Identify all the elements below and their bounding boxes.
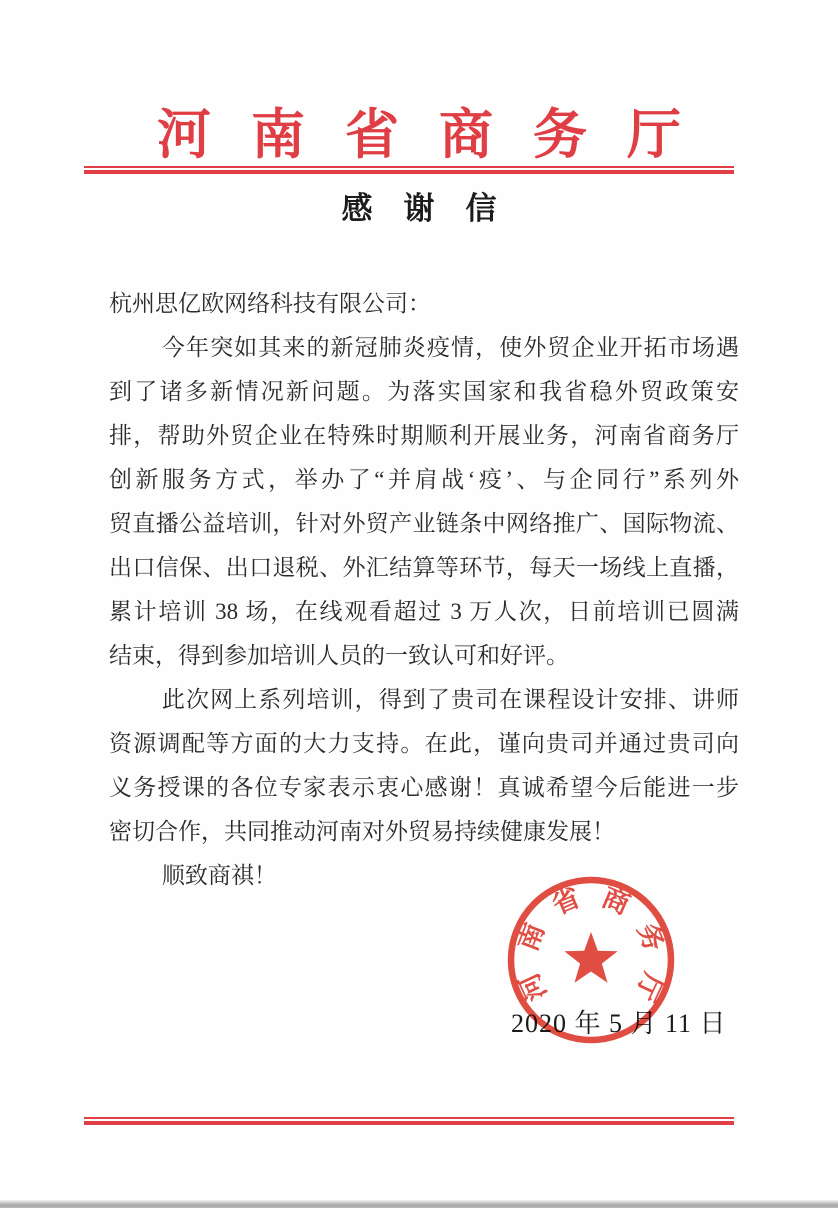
letter-title: 感谢信: [341, 191, 528, 226]
letterhead-org-name: 河南省商务厅: [157, 105, 721, 165]
seal-char: 河: [513, 968, 553, 1006]
seal-char: 省: [547, 882, 585, 921]
body-line: 贸直播公益培训，针对外贸产业链条中网络推广、国际物流、: [109, 511, 739, 536]
body-line: 创新服务方式，举办了“并肩战‘疫’、与企同行”系列外: [109, 467, 739, 492]
body-line: 累计培训 38 场，在线观看超过 3 万人次，日前培训已圆满: [109, 599, 739, 624]
letter-body: [109, 282, 739, 898]
body-line: 结束，得到参加培训人员的一致认可和好评。: [109, 643, 569, 668]
footer-divider: [84, 1117, 734, 1125]
body-line: 义务授课的各位专家表示衷心感谢！真诚希望今后能进一步: [109, 775, 739, 800]
seal-char: 商: [597, 882, 635, 921]
body-line: 排，帮助外贸企业在特殊时期顺利开展业务，河南省商务厅: [109, 423, 739, 448]
body-line: 资源调配等方面的大力支持。在此，谨向贵司并通过贵司向: [109, 731, 739, 756]
seal-char: 务: [631, 919, 670, 956]
body-line: 密切合作，共同推动河南对外贸易持续健康发展！: [109, 819, 615, 844]
body-line: 到了诸多新情况新问题。为落实国家和我省稳外贸政策安: [109, 379, 739, 404]
body-line: 此次网上系列培训，得到了贵司在课程设计安排、讲师: [161, 687, 739, 712]
seal-char: 南: [512, 919, 551, 956]
star-icon: [564, 932, 617, 983]
closing-line: 顺致商祺！: [161, 863, 277, 888]
salutation-line: 杭州思亿欧网络科技有限公司：: [109, 291, 431, 316]
letterhead-divider: [84, 166, 734, 174]
letter-date: 2020 年 5 月 11 日: [511, 1009, 727, 1038]
body-line: 今年突如其来的新冠肺炎疫情，使外贸企业开拓市场遇: [161, 335, 739, 360]
body-line: 出口信保、出口退税、外汇结算等环节，每天一场线上直播，: [109, 555, 739, 580]
seal-char: 厅: [629, 968, 669, 1006]
scan-edge-shadow: [0, 1200, 838, 1208]
official-seal-stamp: [501, 870, 681, 1050]
